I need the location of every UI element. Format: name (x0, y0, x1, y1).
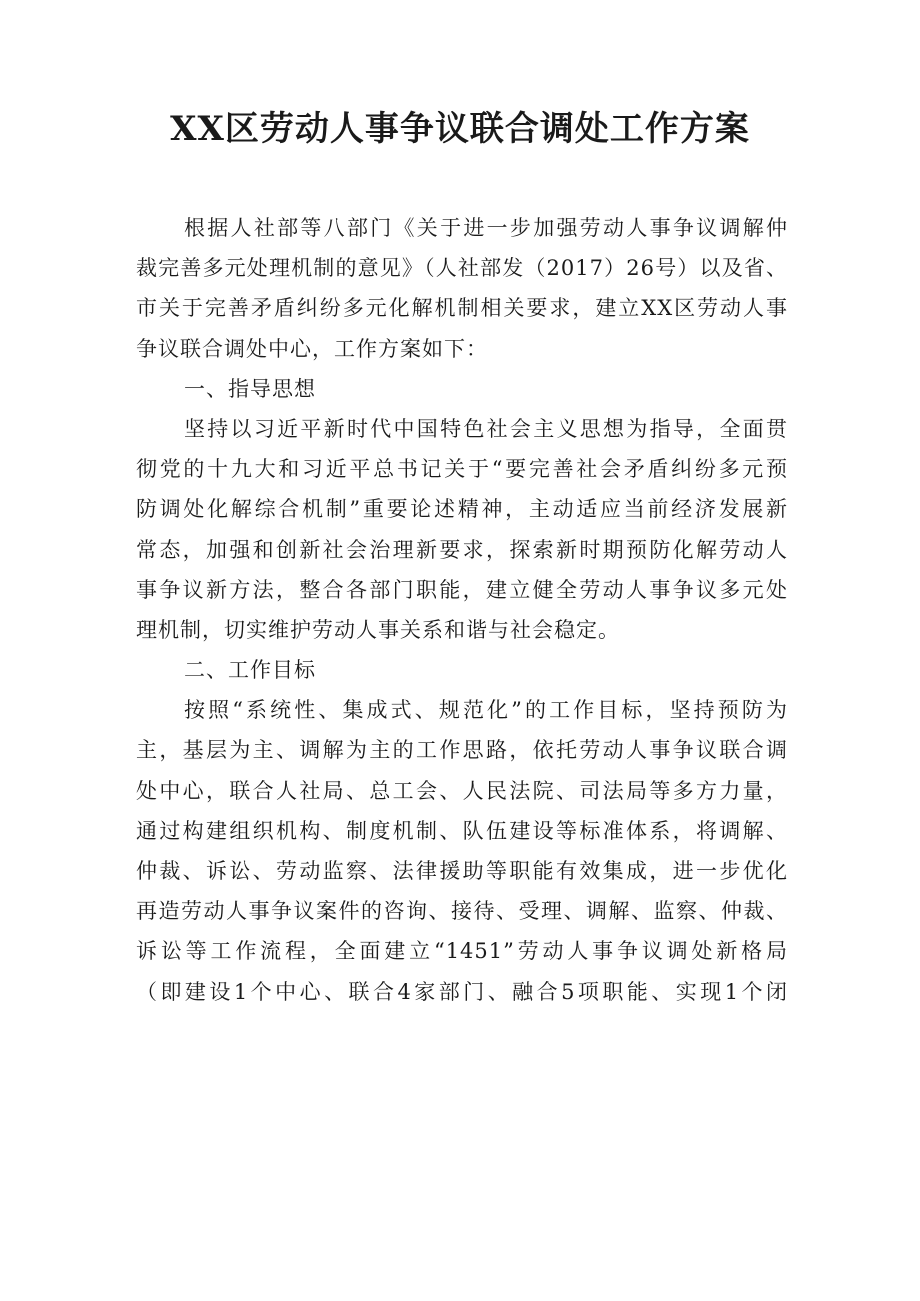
section-heading: 一、指导思想 (184, 376, 316, 401)
section-heading: 二、工作目标 (184, 658, 316, 683)
paragraph-line: 再造劳动人事争议案件的咨询、接待、受理、调解、监察、仲裁、 (136, 899, 788, 924)
paragraph-line: 根据人社部等八部门《关于进一步加强劳动人事争议调解仲 (184, 216, 788, 240)
paragraph-line: 彻党的十九大和习近平总书记关于“要完善社会矛盾纠纷多元预 (136, 457, 788, 482)
paragraph-line: 诉讼等工作流程，全面建立“1451”劳动人事争议调处新格局 (136, 939, 788, 964)
paragraph-line: 市关于完善矛盾纠纷多元化解机制相关要求，建立XX区劳动人事 (136, 296, 788, 321)
paragraph-line: 常态，加强和创新社会治理新要求，探索新时期预防化解劳动人 (136, 537, 788, 562)
paragraph-line: 防调处化解综合机制”重要论述精神，主动适应当前经济发展新 (136, 497, 788, 522)
paragraph-line: 争议联合调处中心，工作方案如下： (136, 336, 488, 361)
paragraph-line: 按照“系统性、集成式、规范化”的工作目标，坚持预防为 (184, 698, 788, 723)
paragraph-line: 处中心，联合人社局、总工会、人民法院、司法局等多方力量， (136, 778, 788, 803)
paragraph-line: （即建设1个中心、联合4家部门、融合5项职能、实现1个闭 (136, 979, 788, 1004)
paragraph-line: 裁完善多元处理机制的意见》（人社部发（2017）26号）以及省、 (136, 256, 788, 281)
paragraph-line: 事争议新方法，整合各部门职能，建立健全劳动人事争议多元处 (136, 577, 788, 602)
paragraph-line: 坚持以习近平新时代中国特色社会主义思想为指导，全面贯 (184, 416, 788, 441)
paragraph-line: 主，基层为主、调解为主的工作思路，依托劳动人事争议联合调 (136, 738, 788, 763)
document-body (136, 208, 788, 1012)
document-title: XX区劳动人事争议联合调处工作方案 (170, 109, 750, 149)
paragraph-line: 仲裁、诉讼、劳动监察、法律援助等职能有效集成，进一步优化 (136, 859, 788, 883)
paragraph-line: 通过构建组织机构、制度机制、队伍建设等标准体系，将调解、 (136, 818, 788, 843)
paragraph-line: 理机制，切实维护劳动人事关系和谐与社会稳定。 (136, 617, 620, 642)
